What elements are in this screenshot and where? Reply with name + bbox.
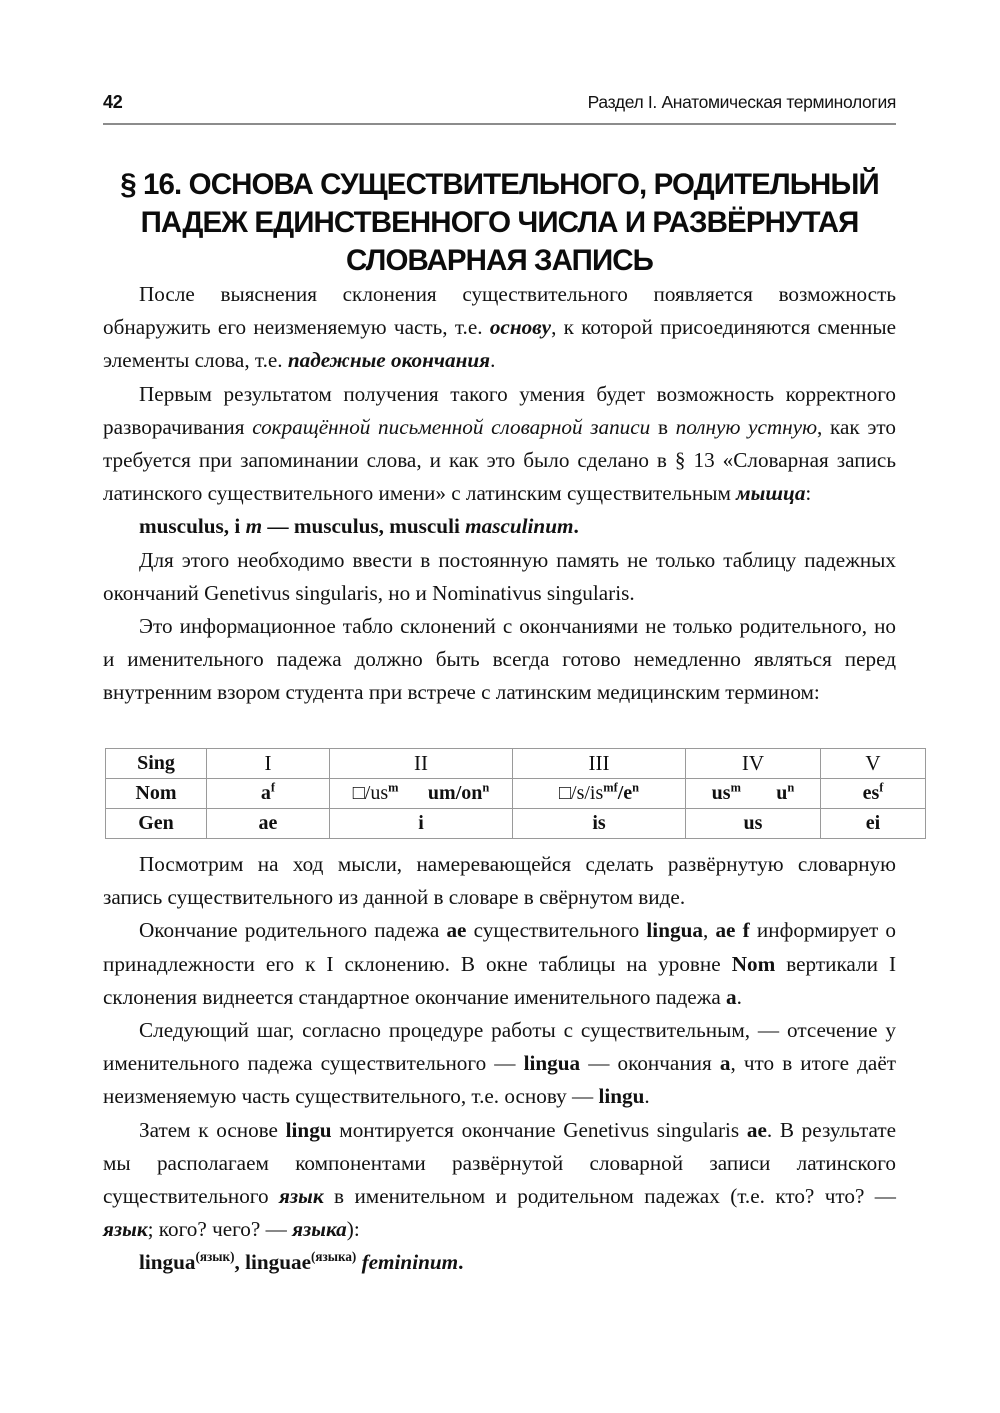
- p6-part-g: информирует о принадлежности его к I склонению. В окне таблицы на уровне: [103, 918, 897, 976]
- nom-cell-ii: [330, 779, 513, 809]
- p8-stem-lingu: lingu: [285, 1117, 332, 1142]
- p6-ending-a: a: [726, 984, 737, 1009]
- p8-part-i: ; кого? чего? —: [147, 1217, 293, 1242]
- nom-cell-iii: [513, 779, 686, 809]
- nom-iv-left: [712, 782, 741, 805]
- table-row-nom: [106, 779, 926, 809]
- nom-iii-text-a: □/s/is: [558, 782, 604, 804]
- nom-iv-left-text: us: [711, 782, 731, 804]
- paragraph-4: Это информационное табло склонений с окончаниями не только родительного, но и именительного падежа должно быть всегда готово немедленно являться перед внутренним взором студента при встрече с латинским медицинским термином:: [103, 614, 896, 705]
- p7-part-c: — окончания: [580, 1051, 720, 1076]
- nom-iii-gender-b: n: [632, 780, 640, 795]
- gen-cell-iii: is: [513, 809, 686, 839]
- ex1-part-e: .: [573, 514, 579, 539]
- p7-word-lingua: lingua: [523, 1051, 581, 1076]
- ex1-part-c: — musculus, musculi: [262, 514, 466, 539]
- nom-iv-right: [776, 782, 794, 805]
- row-header-sing: Sing: [106, 749, 207, 779]
- p2-part-e: , как это требуется при запоминании слова, и как это было сделано в § 13 «Словарная запись латинского существительного имени» с латинским существительным: [103, 414, 897, 506]
- nom-i-gender: f: [270, 780, 276, 795]
- paragraph-5: Посмотрим на ход мысли, намеревающейся сделать развёрнутую словарную запись существительного из данной в словаре в свёрнутом виде.: [103, 852, 896, 910]
- col-header-iii: III: [513, 749, 686, 779]
- p2-part-a: Первым результатом получения такого умения будет возможность корректного разворачивания: [103, 381, 896, 439]
- nom-ii-left-text: □/us: [352, 782, 389, 804]
- p2-emphasis-myshca: мышца: [736, 481, 806, 506]
- paragraph-2: [103, 378, 896, 511]
- p6-part-e: ,: [702, 918, 716, 943]
- p6-dict-marker: ae f: [715, 918, 750, 943]
- p2-emphasis-sokrashchennoy: сокращённой письменной словарной записи: [252, 414, 651, 439]
- p7-part-e: , что в итоге даёт неизменяемую часть существительного, т.е. основу —: [103, 1051, 896, 1109]
- row-header-nom: Nom: [106, 779, 207, 809]
- col-header-i: I: [207, 749, 330, 779]
- col-header-iv: IV: [686, 749, 821, 779]
- paragraph-1: [103, 278, 896, 378]
- gen-cell-iv: us: [686, 809, 821, 839]
- ex2-period: .: [458, 1250, 464, 1275]
- p2-part-c: в: [650, 414, 676, 439]
- running-head-title: Раздел I. Анатомическая терминология: [587, 92, 896, 112]
- ex2-linguae: , linguae: [234, 1250, 311, 1275]
- nom-cell-iv: [686, 779, 821, 809]
- p1-emphasis-padezhnye: падежные окончания: [287, 348, 491, 373]
- nom-ii-left-gender: m: [388, 780, 399, 795]
- nom-iv-right-text: u: [776, 782, 788, 804]
- paragraph-3: Для этого необходимо ввести в постоянную память не только таблицу падежных окончаний Genetivus singularis, но и Nominativus singularis.: [103, 547, 896, 605]
- p6-part-a: Окончание родительного падежа: [139, 918, 447, 943]
- nom-v-text: es: [862, 782, 880, 804]
- ex2-gloss-gen: (языка): [311, 1249, 357, 1265]
- declension-table: [105, 748, 926, 839]
- nom-v-gender: f: [879, 780, 884, 795]
- row-header-gen: Gen: [106, 809, 207, 839]
- ex1-masculinum: masculinum: [465, 514, 574, 539]
- running-head: [103, 92, 896, 122]
- paragraph-6: [103, 914, 896, 1014]
- paragraph-8: [103, 1114, 896, 1247]
- col-header-v: V: [821, 749, 926, 779]
- p7-ending-a: a: [719, 1051, 731, 1076]
- table-row-sing: [106, 749, 926, 779]
- nom-iv-left-gender: m: [730, 780, 741, 795]
- gen-cell-i: ae: [207, 809, 330, 839]
- p8-part-a: Затем к основе: [139, 1117, 286, 1142]
- ex2-femininum: femininum: [361, 1250, 459, 1275]
- nom-ii-left: [353, 782, 399, 805]
- p8-gloss-yazyka-gen: языка: [292, 1217, 347, 1242]
- p8-gloss-yazyk: язык: [278, 1184, 324, 1209]
- nom-ii-right-text: um/on: [427, 782, 483, 804]
- p6-ending-ae: ae: [446, 918, 467, 943]
- ex1-gender-marker: m: [245, 514, 263, 539]
- nom-cell-v: [821, 779, 926, 809]
- p8-part-g: в именительном и родительном падежах (т.е. кто? что? —: [323, 1184, 896, 1209]
- p7-part-a: Следующий шаг, согласно процедуре работы с существительным, — отсечение у именительного падежа существительного —: [103, 1018, 896, 1076]
- nom-ii-right-gender: n: [482, 780, 490, 795]
- nom-iii-gender-a: mf: [603, 780, 618, 795]
- body-text-lower: [103, 848, 896, 1280]
- ex2-lingua: lingua: [139, 1250, 196, 1275]
- page-number: 42: [103, 92, 123, 112]
- nom-cell-i: [207, 779, 330, 809]
- p6-part-i: вертикали I склонения виднеется стандартное окончание именительного падежа: [103, 951, 896, 1009]
- p1-part-c: , к которой присоединяются сменные элементы слова, т.е.: [103, 315, 896, 373]
- nom-iv-split: [688, 782, 818, 805]
- col-header-ii: II: [330, 749, 513, 779]
- p8-gloss-yazyk-nom: язык: [103, 1217, 148, 1242]
- p6-part-k: .: [736, 984, 742, 1009]
- header-rule: [103, 123, 896, 125]
- nom-iv-right-gender: n: [787, 780, 795, 795]
- p6-word-lingua: lingua: [646, 918, 703, 943]
- p7-part-g: .: [644, 1084, 650, 1109]
- p1-part-e: .: [490, 348, 496, 373]
- p8-part-c: монтируется окончание Genetivus singularis: [331, 1117, 747, 1142]
- p1-emphasis-osnovu: основу: [489, 315, 552, 340]
- p8-part-e: . В результате мы располагаем компонентами развёрнутой словарной записи латинского существительного: [103, 1117, 896, 1209]
- p2-emphasis-polnuyu: полную устную: [675, 414, 818, 439]
- nom-ii-right: [428, 782, 489, 805]
- gen-cell-ii: i: [330, 809, 513, 839]
- p6-part-c: существительного: [466, 918, 647, 943]
- p2-part-g: :: [805, 481, 812, 506]
- nom-ii-split: [332, 782, 510, 805]
- gen-cell-v: ei: [821, 809, 926, 839]
- declension-table-wrapper: [105, 748, 895, 839]
- ex2-gloss-nom: (язык): [195, 1249, 235, 1265]
- table-row-gen: [106, 809, 926, 839]
- paragraph-7: [103, 1014, 896, 1114]
- body-text-upper: [103, 278, 896, 710]
- p1-part-a: После выяснения склонения существительного появляется возможность обнаружить его неизменяемую часть, т.е.: [103, 282, 896, 340]
- p6-label-nom: Nom: [731, 951, 776, 976]
- nom-i-ending: a: [260, 782, 271, 804]
- p8-ending-ae: ae: [746, 1117, 767, 1142]
- p8-part-k: ):: [346, 1217, 360, 1242]
- section-title: § 16. ОСНОВА СУЩЕСТВИТЕЛЬНОГО, РОДИТЕЛЬНЫЙ ПАДЕЖ ЕДИНСТВЕННОГО ЧИСЛА И РАЗВЁРНУТАЯ СЛОВАРНАЯ ЗАПИСЬ: [120, 167, 879, 277]
- nom-iii-text-b: /e: [617, 782, 633, 804]
- example-musculus: [103, 510, 896, 543]
- ex1-part-a: musculus, i: [139, 514, 246, 539]
- example-lingua: [103, 1246, 896, 1279]
- p7-stem-lingu: lingu: [598, 1084, 645, 1109]
